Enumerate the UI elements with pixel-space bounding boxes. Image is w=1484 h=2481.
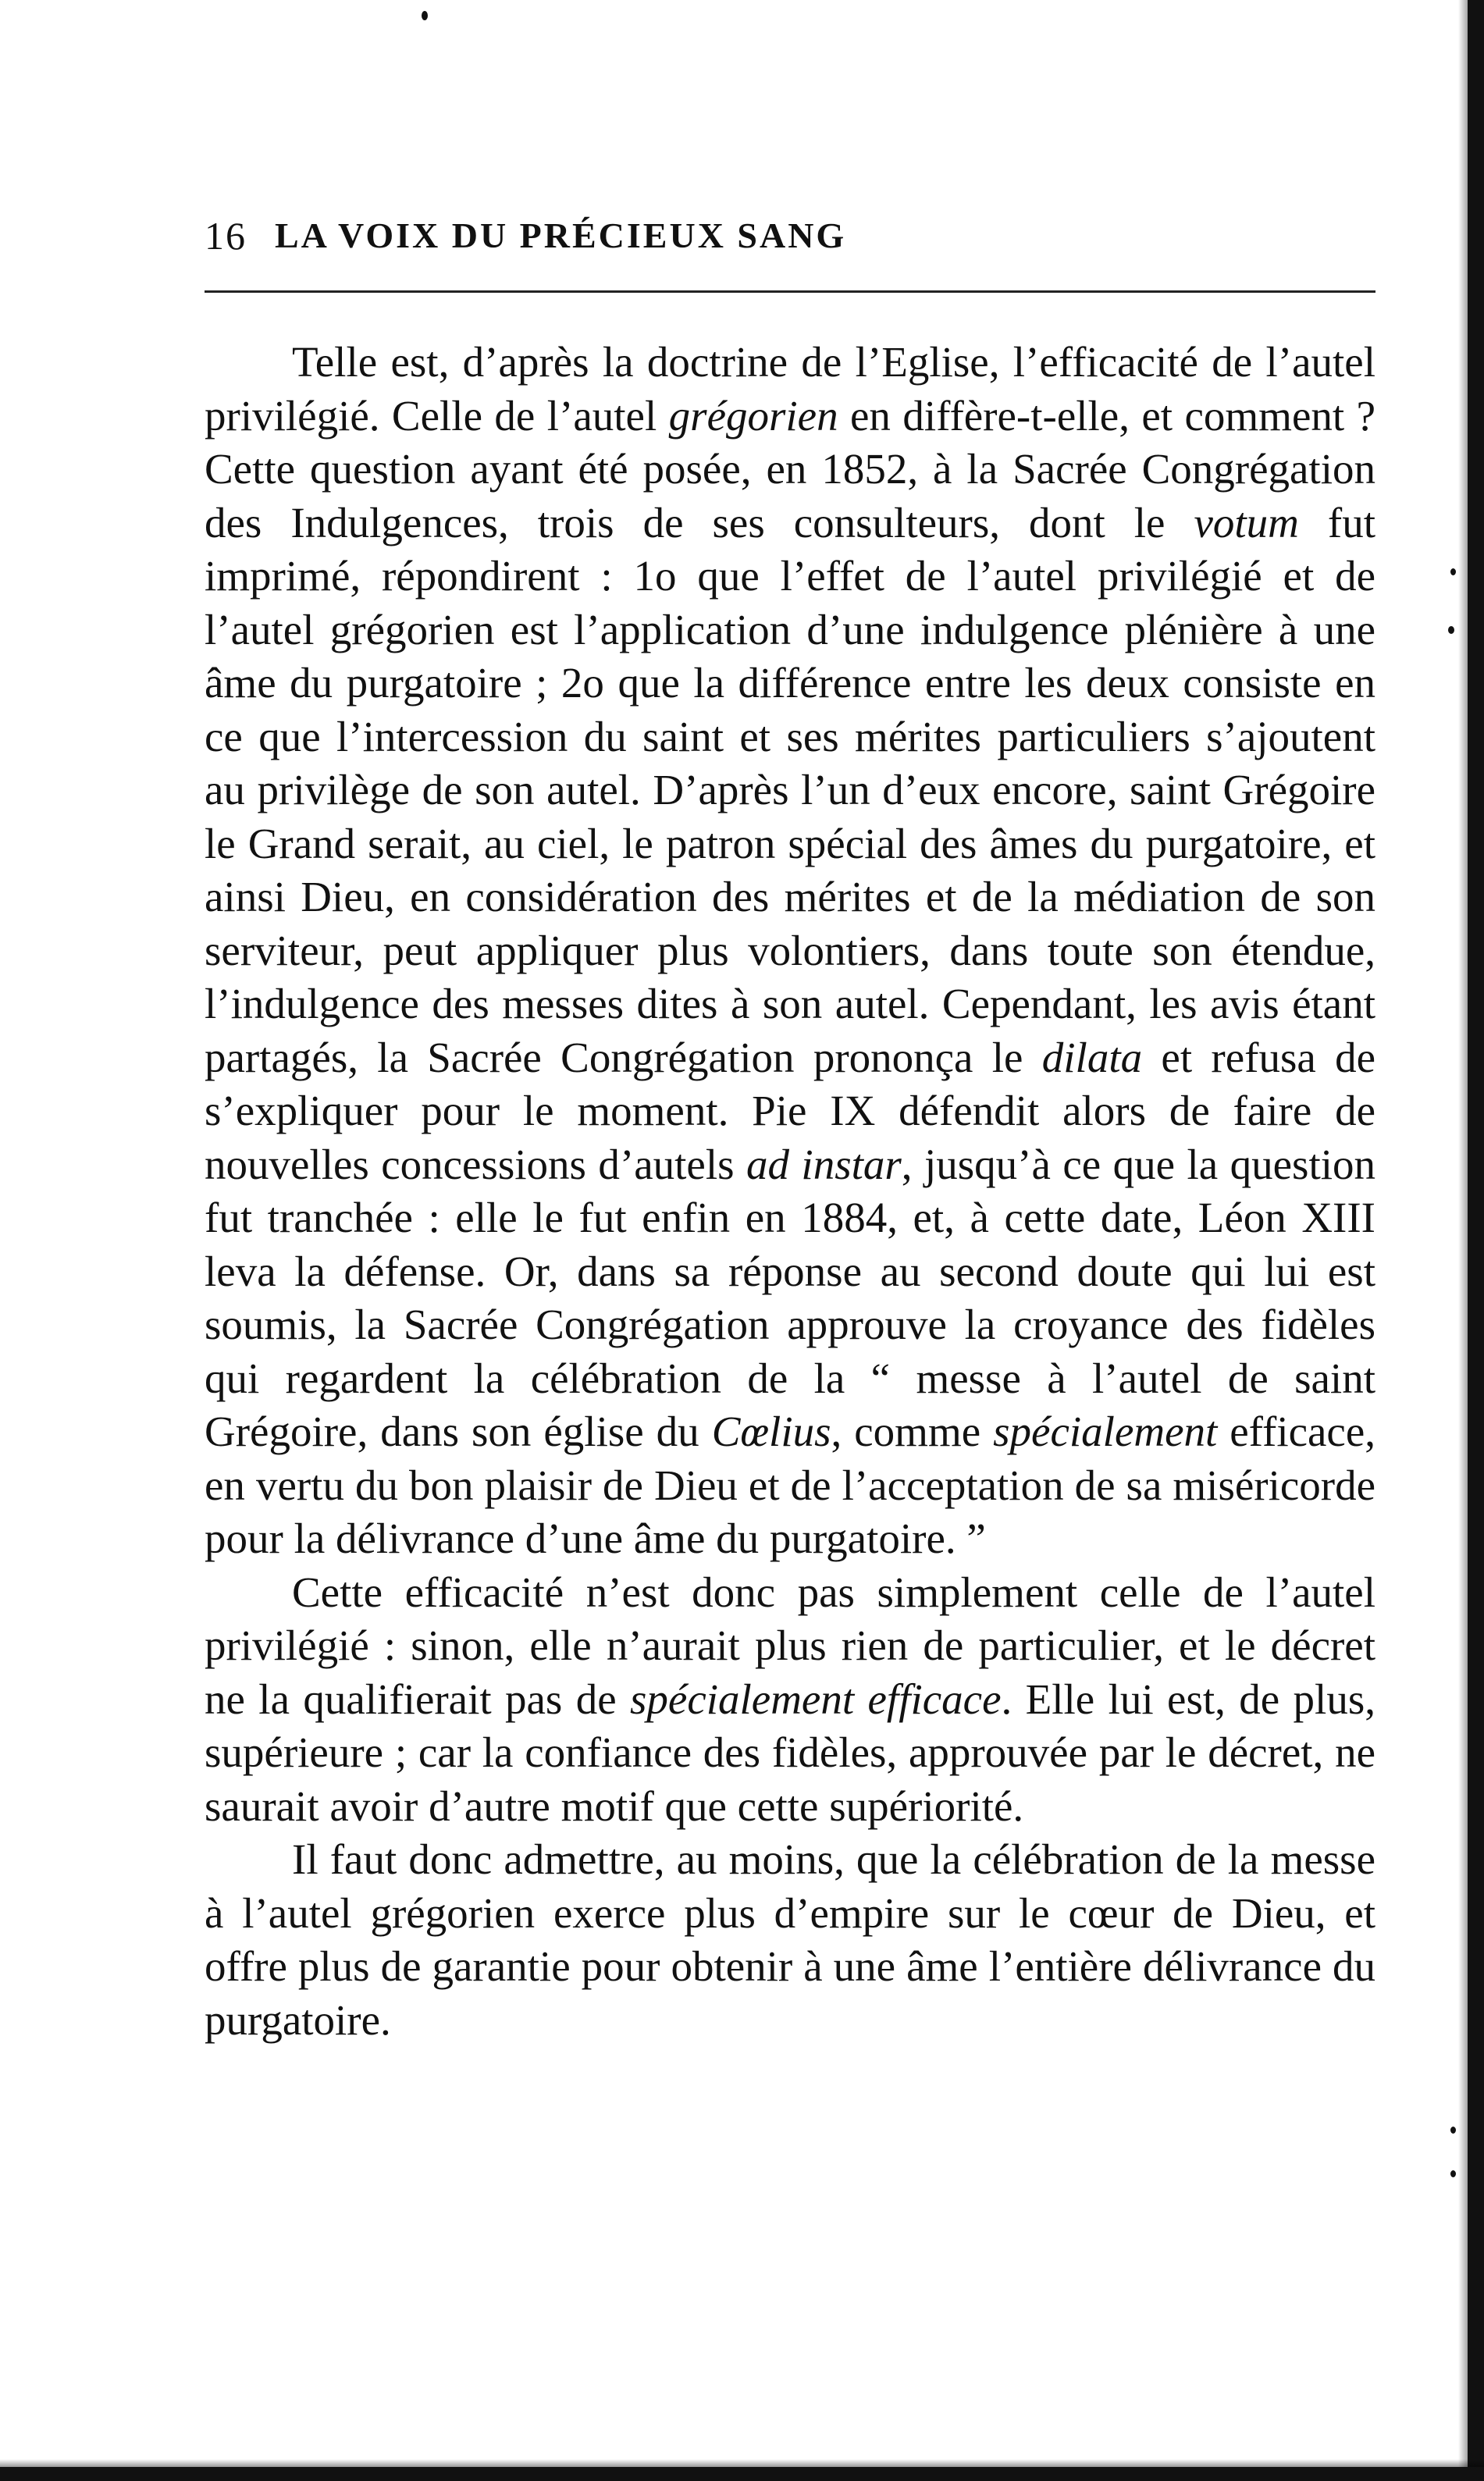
paragraph <box>205 1833 1375 2047</box>
running-title: LA VOIX DU PRÉCIEUX SANG <box>275 215 847 255</box>
scan-speck <box>1450 2127 1456 2134</box>
italic-text-run: Cœlius <box>711 1408 831 1455</box>
italic-text-run: spécialement efficace <box>630 1675 1002 1723</box>
italic-text-run: dilata <box>1041 1033 1143 1081</box>
text-run: efficace, en vertu du bon plaisir de Dieu et de l’acceptation de sa miséricorde pour la délivrance d’une âme du purgatoire. ” <box>205 1408 1375 1562</box>
italic-text-run: votum <box>1194 498 1299 546</box>
running-head <box>205 205 1375 267</box>
scan-edge-bottom <box>0 2467 1484 2481</box>
italic-text-run: grégorien <box>668 391 838 440</box>
scan-edge-shadow-right <box>1458 0 1468 2481</box>
text-run: Telle est, d’après la doctrine de l’Eglise, l’efficacité de l’autel privilégié. Celle de l’autel <box>205 338 1375 440</box>
text-run: , jusqu’à ce que la question fut tranchée : elle le fut enfin en 1884, et, à cette date, Léon XIII leva la défense. Or, dans sa réponse au second doute qui lui est soumis, la Sacrée Congrégation approuve la croyance des fidèles qui regardent la célébration de la “ messe à l’autel de saint Grégoire, dans son église du <box>205 1140 1376 1455</box>
header-rule <box>205 290 1375 293</box>
text-run: et refusa de s’expliquer pour le moment. Pie IX défendit alors de faire de nouvelles concessions d’autels <box>205 1033 1375 1188</box>
text-run: , comme <box>831 1408 994 1455</box>
italic-text-run: spécialement <box>993 1408 1218 1455</box>
scan-speck <box>1450 568 1456 575</box>
paragraph <box>205 336 1375 1566</box>
scan-edge-shadow-bottom <box>0 2459 1484 2467</box>
scan-edge-right <box>1468 0 1484 2481</box>
text-run: en diffère-t-elle, et comment ? Cette question ayant été posée, en 1852, à la Sacrée Congrégation des Indulgences, trois de ses consulteurs, dont le <box>205 391 1375 546</box>
text-run: Cette efficacité n’est donc pas simplement celle de l’autel privilégié : sinon, elle n’aurait plus rien de particulier, et le décret ne la qualifierait pas de <box>205 1568 1375 1723</box>
scan-speck <box>422 11 428 20</box>
text-run: . Elle lui est, de plus, supérieure ; car la confiance des fidèles, approuvée par le décret, ne saurait avoir d’autre motif que cette supériorité. <box>205 1675 1375 1830</box>
paragraph <box>205 1566 1375 1834</box>
scan-speck <box>1448 626 1454 634</box>
text-run: fut imprimé, répondirent : 1o que l’effet de l’autel privilégié et de l’autel grégorien est l’application d’une indulgence plénière à une âme du purgatoire ; 2o que la différence entre les deux consiste en ce que l’intercession du saint et ses mérites particuliers s’ajoutent au privilège de son autel. D’après l’un d’eux encore, saint Grégoire le Grand serait, au ciel, le patron spécial des âmes du purgatoire, et ainsi Dieu, en considération des mérites et de la médiation de son serviteur, peut appliquer plus volontiers, dans toute son étendue, l’indulgence des messes dites à son autel. Cependant, les avis étant partagés, la Sacrée Congrégation prononça le <box>205 498 1375 1081</box>
text-run: Il faut donc admettre, au moins, que la célébration de la messe à l’autel grégorien exerce plus d’empire sur le cœur de Dieu, et offre plus de garantie pour obtenir à une âme l’entière délivrance du purgatoire. <box>205 1835 1375 2044</box>
scan-speck <box>1450 2170 1456 2177</box>
page-number: 16 <box>205 214 247 258</box>
italic-text-run: ad instar <box>746 1140 902 1188</box>
body-text <box>205 336 1375 2047</box>
